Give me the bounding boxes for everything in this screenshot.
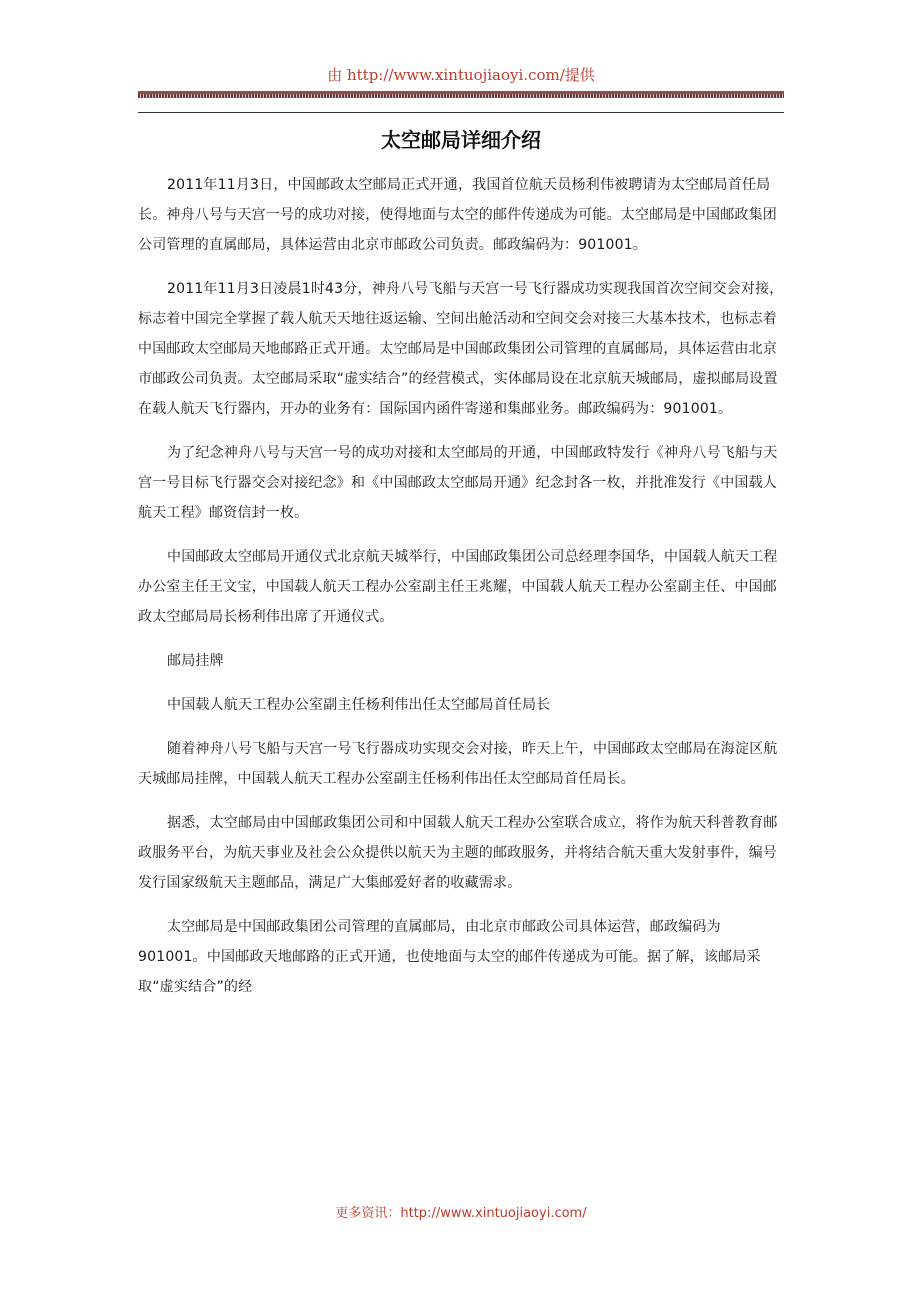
paragraph: 太空邮局是中国邮政集团公司管理的直属邮局，由北京市邮政公司具体运营，邮政编码为901001。中国邮政天地邮路的正式开通，也使地面与太空的邮件传递成为可能。据了解，该邮局采取“虚实结合”的经 [138, 919, 761, 995]
paragraph: 中国邮政太空邮局开通仪式北京航天城举行，中国邮政集团公司总经理李国华，中国载人航天工程办公室主任王文宝，中国载人航天工程办公室副主任王兆耀，中国载人航天工程办公室副主任、中国邮政太空邮局局长杨利伟出席了开通仪式。 [138, 549, 778, 625]
section-heading: 邮局挂牌 [167, 653, 224, 669]
document-body [138, 170, 784, 1016]
header-divider-thin [138, 112, 784, 113]
subheading: 中国载人航天工程办公室副主任杨利伟出任太空邮局首任局长 [167, 697, 551, 713]
paragraph: 据悉，太空邮局由中国邮政集团公司和中国载人航天工程办公室联合成立，将作为航天科普教育邮政服务平台，为航天事业及社会公众提供以航天为主题的邮政服务，并将结合航天重大发射事件，编号发行国家级航天主题邮品，满足广大集邮爱好者的收藏需求。 [138, 815, 778, 891]
header-divider-pattern [138, 94, 784, 98]
paragraph: 2011年11月3日，中国邮政太空邮局正式开通，我国首位航天员杨利伟被聘请为太空邮局首任局长。神舟八号与天宫一号的成功对接，使得地面与太空的邮件传递成为可能。太空邮局是中国邮政集团公司管理的直属邮局，具体运营由北京市邮政公司负责。邮政编码为：901001。 [138, 177, 777, 253]
paragraph: 为了纪念神舟八号与天宫一号的成功对接和太空邮局的开通，中国邮政特发行《神舟八号飞船与天宫一号目标飞行器交会对接纪念》和《中国邮政太空邮局开通》纪念封各一枚，并批准发行《中国载人航天工程》邮资信封一枚。 [138, 445, 778, 521]
page-header-source[interactable]: 由 http://www.xintuojiaoyi.com/提供 [327, 66, 595, 84]
paragraph: 随着神舟八号飞船与天宫一号飞行器成功实现交会对接，昨天上午，中国邮政太空邮局在海淀区航天城邮局挂牌，中国载人航天工程办公室副主任杨利伟出任太空邮局首任局长。 [138, 741, 778, 787]
document-title: 太空邮局详细介绍 [381, 128, 541, 152]
paragraph: 2011年11月3日凌晨1时43分，神舟八号飞船与天宫一号飞行器成功实现我国首次空间交会对接，标志着中国完全掌握了载人航天天地往返运输、空间出舱活动和空间交会对接三大基本技术，也标志着中国邮政太空邮局天地邮路正式开通。太空邮局是中国邮政集团公司管理的直属邮局，具体运营由北京市邮政公司负责。太空邮局采取“虚实结合”的经营模式，实体邮局设在北京航天城邮局，虚拟邮局设置在载人航天飞行器内，开办的业务有：国际国内函件寄递和集邮业务。邮政编码为：901001。 [138, 281, 784, 417]
page-footer-link[interactable]: 更多资讯：http://www.xintuojiaoyi.com/ [335, 1206, 587, 1221]
